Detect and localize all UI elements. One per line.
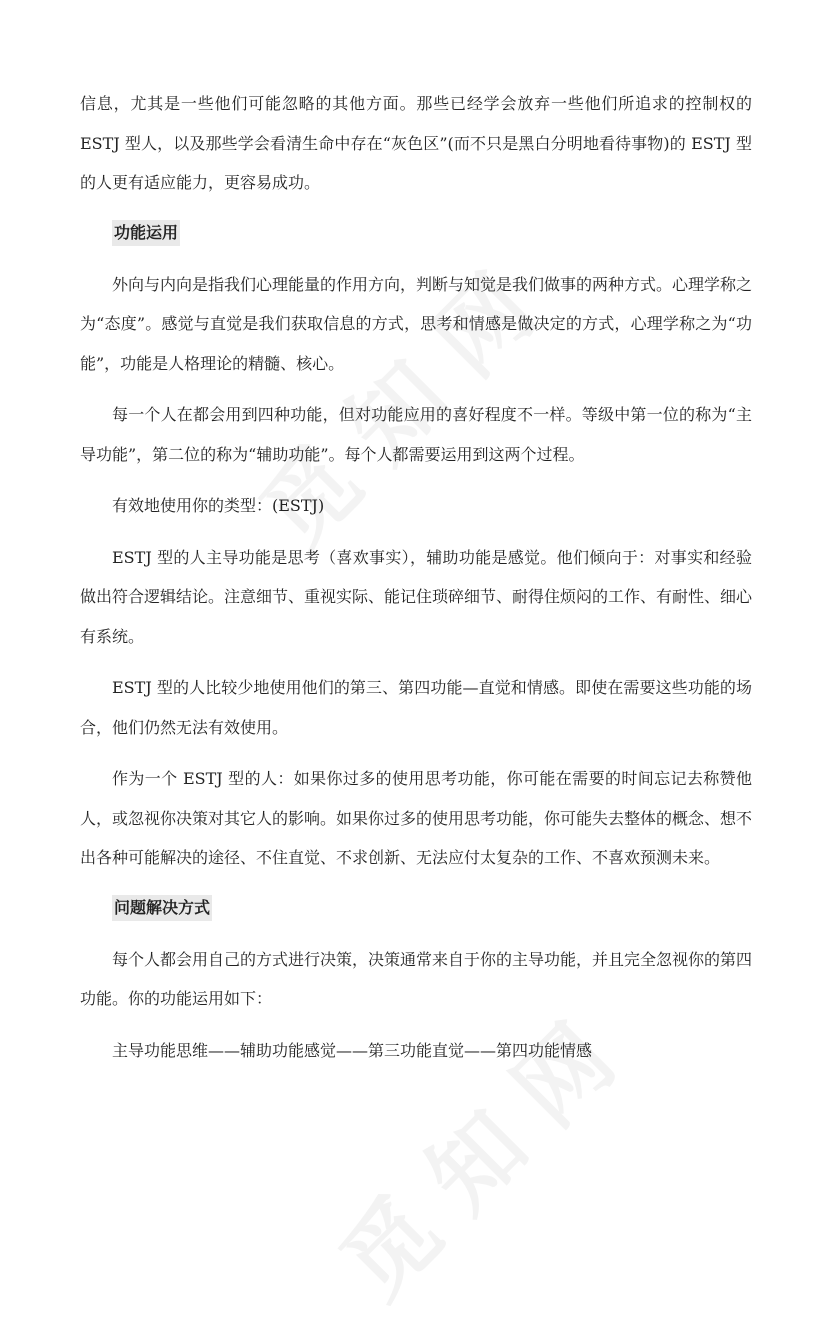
paragraph-intro: 信息，尤其是一些他们可能忽略的其他方面。那些已经学会放弃一些他们所追求的控制权的 ESTJ 型人，以及那些学会看清生命中存在“灰色区”(而不只是黑白分明地看待事物)的 ESTJ 型的人更有适应能力，更容易成功。 xyxy=(80,94,752,192)
paragraph-effective-use: 有效地使用你的类型：(ESTJ) xyxy=(112,496,325,515)
paragraph-dominant-auxiliary: 每一个人在都会用到四种功能，但对功能应用的喜好程度不一样。等级中第一位的称为“主导功能”，第二位的称为“辅助功能”。每个人都需要运用到这两个过程。 xyxy=(80,405,752,464)
section-heading-function-usage xyxy=(80,215,752,251)
section-heading-label: 功能运用 xyxy=(112,220,180,246)
section-heading-label: 问题解决方式 xyxy=(112,895,212,921)
paragraph-decision-making: 每个人都会用自己的方式进行决策，决策通常来自于你的主导功能，并且完全忽视你的第四功能。你的功能运用如下： xyxy=(80,949,753,1008)
document-body xyxy=(80,84,752,1070)
paragraph-estj-overuse: 作为一个 ESTJ 型的人：如果你过多的使用思考功能，你可能在需要的时间忘记去称赞他人，或忽视你决策对其它人的影响。如果你过多的使用思考功能，你可能失去整体的概念、想不出各种可能解决的途径、不住直觉、不求创新、无法应付太复杂的工作、不喜欢预测未来。 xyxy=(80,769,753,867)
paragraph-attitude-function: 外向与内向是指我们心理能量的作用方向，判断与知觉是我们做事的两种方式。心理学称之为“态度”。感觉与直觉是我们获取信息的方式，思考和情感是做决定的方式，心理学称之为“功能”，功能是人格理论的精髓、核心。 xyxy=(80,274,753,373)
section-heading-problem-solving xyxy=(80,890,752,926)
paragraph-estj-dominant: ESTJ 型的人主导功能是思考（喜欢事实），辅助功能是感觉。他们倾向于：对事实和经验做出符合逻辑结论。注意细节、重视实际、能记住琐碎细节、耐得住烦闷的工作、有耐性、细心有系统。 xyxy=(80,547,753,646)
paragraph-estj-third-fourth: ESTJ 型的人比较少地使用他们的第三、第四功能—直觉和情感。即使在需要这些功能的场合，他们仍然无法有效使用。 xyxy=(80,678,752,737)
function-order-line: 主导功能思维——辅助功能感觉——第三功能直觉——第四功能情感 xyxy=(112,1040,593,1060)
